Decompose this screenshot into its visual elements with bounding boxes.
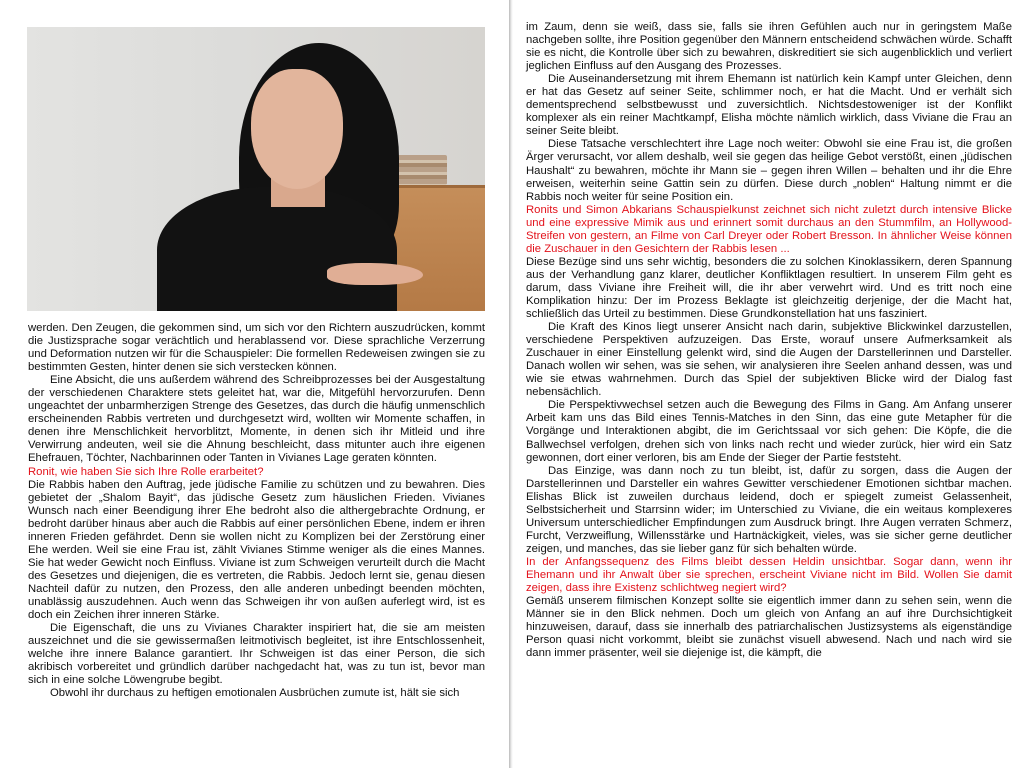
hand-shape <box>327 263 423 285</box>
left-page <box>0 0 509 768</box>
left-text-column <box>28 322 485 700</box>
interview-question: In der Anfangssequenz des Films bleibt dessen Heldin unsichtbar. Sogar dann, wenn ihr Ehemann und ihr Anwalt über sie sprechen, erscheint Viviane nicht im Bild. Wollen Sie damit zeigen, dass ihre Existenz schlichtweg negiert wird? <box>526 555 1012 595</box>
face-shape <box>251 69 343 189</box>
paragraph: Obwohl ihr durchaus zu heftigen emotionalen Ausbrüchen zumute ist, hält sie sich <box>50 687 460 700</box>
interview-question: Ronit, wie haben Sie sich Ihre Rolle erarbeitet? <box>28 465 264 478</box>
photo-woman-at-table <box>27 27 485 311</box>
paragraph: Eine Absicht, die uns außerdem während des Schreibprozesses bei der Ausgestaltung der verschiedenen Charaktere stets geleitet hat, war die, Mitgefühl hervorzurufen. Denn ungeachtet der unbarmherzigen Strenge des Gesetzes, das durch die häufig unmenschlich erscheinenden Rabbis vertreten und durchgesetzt wird, wollten wir Momente schaffen, in denen ihre Menschlichkeit hervorblitzt, Momente, in denen sich ihr Mitleid und ihre Verwirrung andeuten, weil sie die Ahnung beschleicht, dass mitunter auch ihre eigenen Ehefrauen, Töchter, Nachbarinnen oder Tanten in Vivianes Lage geraten könnten. <box>28 374 485 465</box>
paragraph: werden. Den Zeugen, die gekommen sind, um sich vor den Richtern auszudrücken, kommt die Justizsprache sogar verächtlich und herablassend vor. Diese sprachliche Verzerrung und Deformation nutzen wir für die Schauspieler: Die formellen Redeweisen zwingen sie zu bestimmten Gesten, hinter denen sie sich verstecken können. <box>28 322 485 374</box>
paragraph: im Zaum, denn sie weiß, dass sie, falls sie ihren Gefühlen auch nur in geringstem Maße nachgeben sollte, ihre Position gegenüber den Männern entscheidend schwächen würde. Schafft sie es nicht, die Kontrolle über sich zu bewahren, diskreditiert sie sich augenblicklich und verliert jeglichen Einfluss auf den Ausgang des Prozesses. <box>526 21 1012 73</box>
paragraph: Diese Bezüge sind uns sehr wichtig, besonders die zu solchen Kinoklassikern, deren Spannung aus der Verhandlung ganz klarer, deutlicher Konfliktlagen resultiert. In unserem Film geht es darum, dass Viviane ihre Freiheit will, die ihr aber verwehrt wird. Und es tritt noch eine Komplikation hinzu: Der im Prozess Beklagte ist gleichzeitig derjenige, der die Macht hat, schließlich das Urteil zu bestimmen. Diese Grundkonstellation hat uns fasziniert. <box>526 255 1012 321</box>
paragraph: Die Perspektivwechsel setzen auch die Bewegung des Films in Gang. Am Anfang unserer Arbeit kam uns das Bild eines Tennis-Matches in den Sinn, das eine gute Metapher für die Vorgänge und Interaktionen abgibt, die im Gerichtssaal vor sich gehen: Die Köpfe, die die Ballwechsel verfolgen, drehen sich von links nach recht und wieder zurück, hier wird ein Satz gewonnen, dort einer verloren, bis am Ende der Sieger der Partie feststeht. <box>526 399 1012 464</box>
paragraph: Die Auseinandersetzung mit ihrem Ehemann ist natürlich kein Kampf unter Gleichen, denn er hat das Gesetz auf seiner Seite, schlimmer noch, er hat die Macht. Und er verhält sich dementsprechend selbstbewusst und zuversichtlich. Nichtsdestoweniger ist der Konflikt komplexer als ein reiner Machtkampf, Elisha möchte nämlich wirklich, dass Viviane die Frau an seiner Seite bleibt. <box>526 73 1012 138</box>
paragraph: Diese Tatsache verschlechtert ihre Lage noch weiter: Obwohl sie eine Frau ist, die großen Ärger verursacht, vor allem deshalb, weil sie gegen das heilige Gebot verstößt, einen „jüdischen Haushalt“ zu bewahren, möchte ihr Mann sie – gegen ihren Willen – behalten und ihr die Ehre erweisen, weiterhin seine Gattin sein zu dürfen. Diese durch „noblen“ Haltung nimmt er die Rabbis noch weiter für seine Position ein. <box>526 138 1012 203</box>
paragraph: Die Eigenschaft, die uns zu Vivianes Charakter inspiriert hat, die sie am meisten auszeichnet und die sie gewissermaßen leitmotivisch begleitet, ist ihre Entschlossenheit, welche ihre innere Balance garantiert. Ihr Schweigen ist das einer Person, die sich akribisch vorbereitet und gründlich darüber nachgedacht hat, was zu tun ist, bevor man sich in eine solche Löwengrube begibt. <box>28 622 485 687</box>
paragraph: Gemäß unserem filmischen Konzept sollte sie eigentlich immer dann zu sehen sein, wenn die Männer sie in den Blick nehmen. Doch um gleich von Anfang an auf ihre Durchsichtigkeit hinzuweisen, darauf, dass sie innerhalb des patriarchalischen Justizsystems als eigenständige Person quasi nicht vorkommt, bleibt sie zunächst visuell abwesend. Nach und nach wird sie dann immer präsenter, weil sie diejenige ist, die kämpft, die <box>526 595 1012 660</box>
paragraph: Die Kraft des Kinos liegt unserer Ansicht nach darin, subjektive Blickwinkel darzustellen, verschiedene Perspektiven aufzuzeigen. Das Erste, worauf unsere Aufmerksamkeit als Zuschauer in einer Einstellung gelenkt wird, sind die Augen der Darstellerinnen und Darsteller. Danach wollen wir sehen, was sie sehen, wir analysieren ihre Seelen anhand dessen, was und wie sie etwas wahrnehmen. Durch das Spiel der subjektiven Blicke wird der Dialog fast nebensächlich. <box>526 321 1012 399</box>
paragraph: Das Einzige, was dann noch zu tun bleibt, ist, dafür zu sorgen, dass die Augen der Darstellerinnen und Darsteller ein wahres Gewitter verschiedener Emotionen sichtbar machen. Elishas Blick ist zuweilen durchaus leidend, doch er spiegelt zumeist Gelassenheit, Selbstsicherheit und Starrsinn wider; im Unterschied zu Viviane, die ein weitaus komplexeres Universum unterschiedlicher Empfindungen zum Ausdruck bringt. Ihre Augen verraten Schmerz, Furcht, Verzweiflung, Willensstärke und Hartnäckigkeit, vieles, was sie sicher gerne deutlicher zeigen, und manches, das sie lieber ganz für sich behalten würde. <box>526 464 1012 555</box>
paragraph: Die Rabbis haben den Auftrag, jede jüdische Familie zu schützen und zu bewahren. Dies gebietet der „Shalom Bayit“, das jüdische Gesetz zum häuslichen Frieden. Vivianes Wunsch nach einer Beendigung ihrer Ehe bedroht also die althergebrachte Ordnung, er bedroht darüber hinaus aber auch die Rabbis auf einer persönlichen Ebene, indem er ihren inneren Frieden gefährdet. Denn sie wollen nicht zu Komplizen bei der Zerstörung einer Ehe werden. Weil sie eine Frau ist, zählt Vivianes Stimme weniger als die eines Mannes. Sie hat weder Gewicht noch Einfluss. Viviane ist zum Schweigen verurteilt durch die Macht des Gesetzes und diejenigen, die es vertreten, die Rabbis. Jedoch lernt sie, genau diesen Nachteil dafür zu nutzen, den Prozess, den alle anderen unbedingt beenden möchten, unablässig auszudehnen. Auch wenn das Schweigen ihr von außen auferlegt wird, ist es doch ein Zeichen ihrer inneren Stärke. <box>28 478 485 622</box>
right-text-column <box>526 21 1012 660</box>
right-page <box>513 0 1024 768</box>
interview-question: Ronits und Simon Abkarians Schauspielkunst zeichnet sich nicht zuletzt durch intensive Blicke und eine expressive Mimik aus und erinnert somit durchaus an den Stummfilm, an Hollywood-Streifen von gestern, an Filme von Carl Dreyer oder Robert Bresson. In ähnlicher Weise können die Zuschauer in den Gesichtern der Rabbis lesen ... <box>526 203 1012 255</box>
